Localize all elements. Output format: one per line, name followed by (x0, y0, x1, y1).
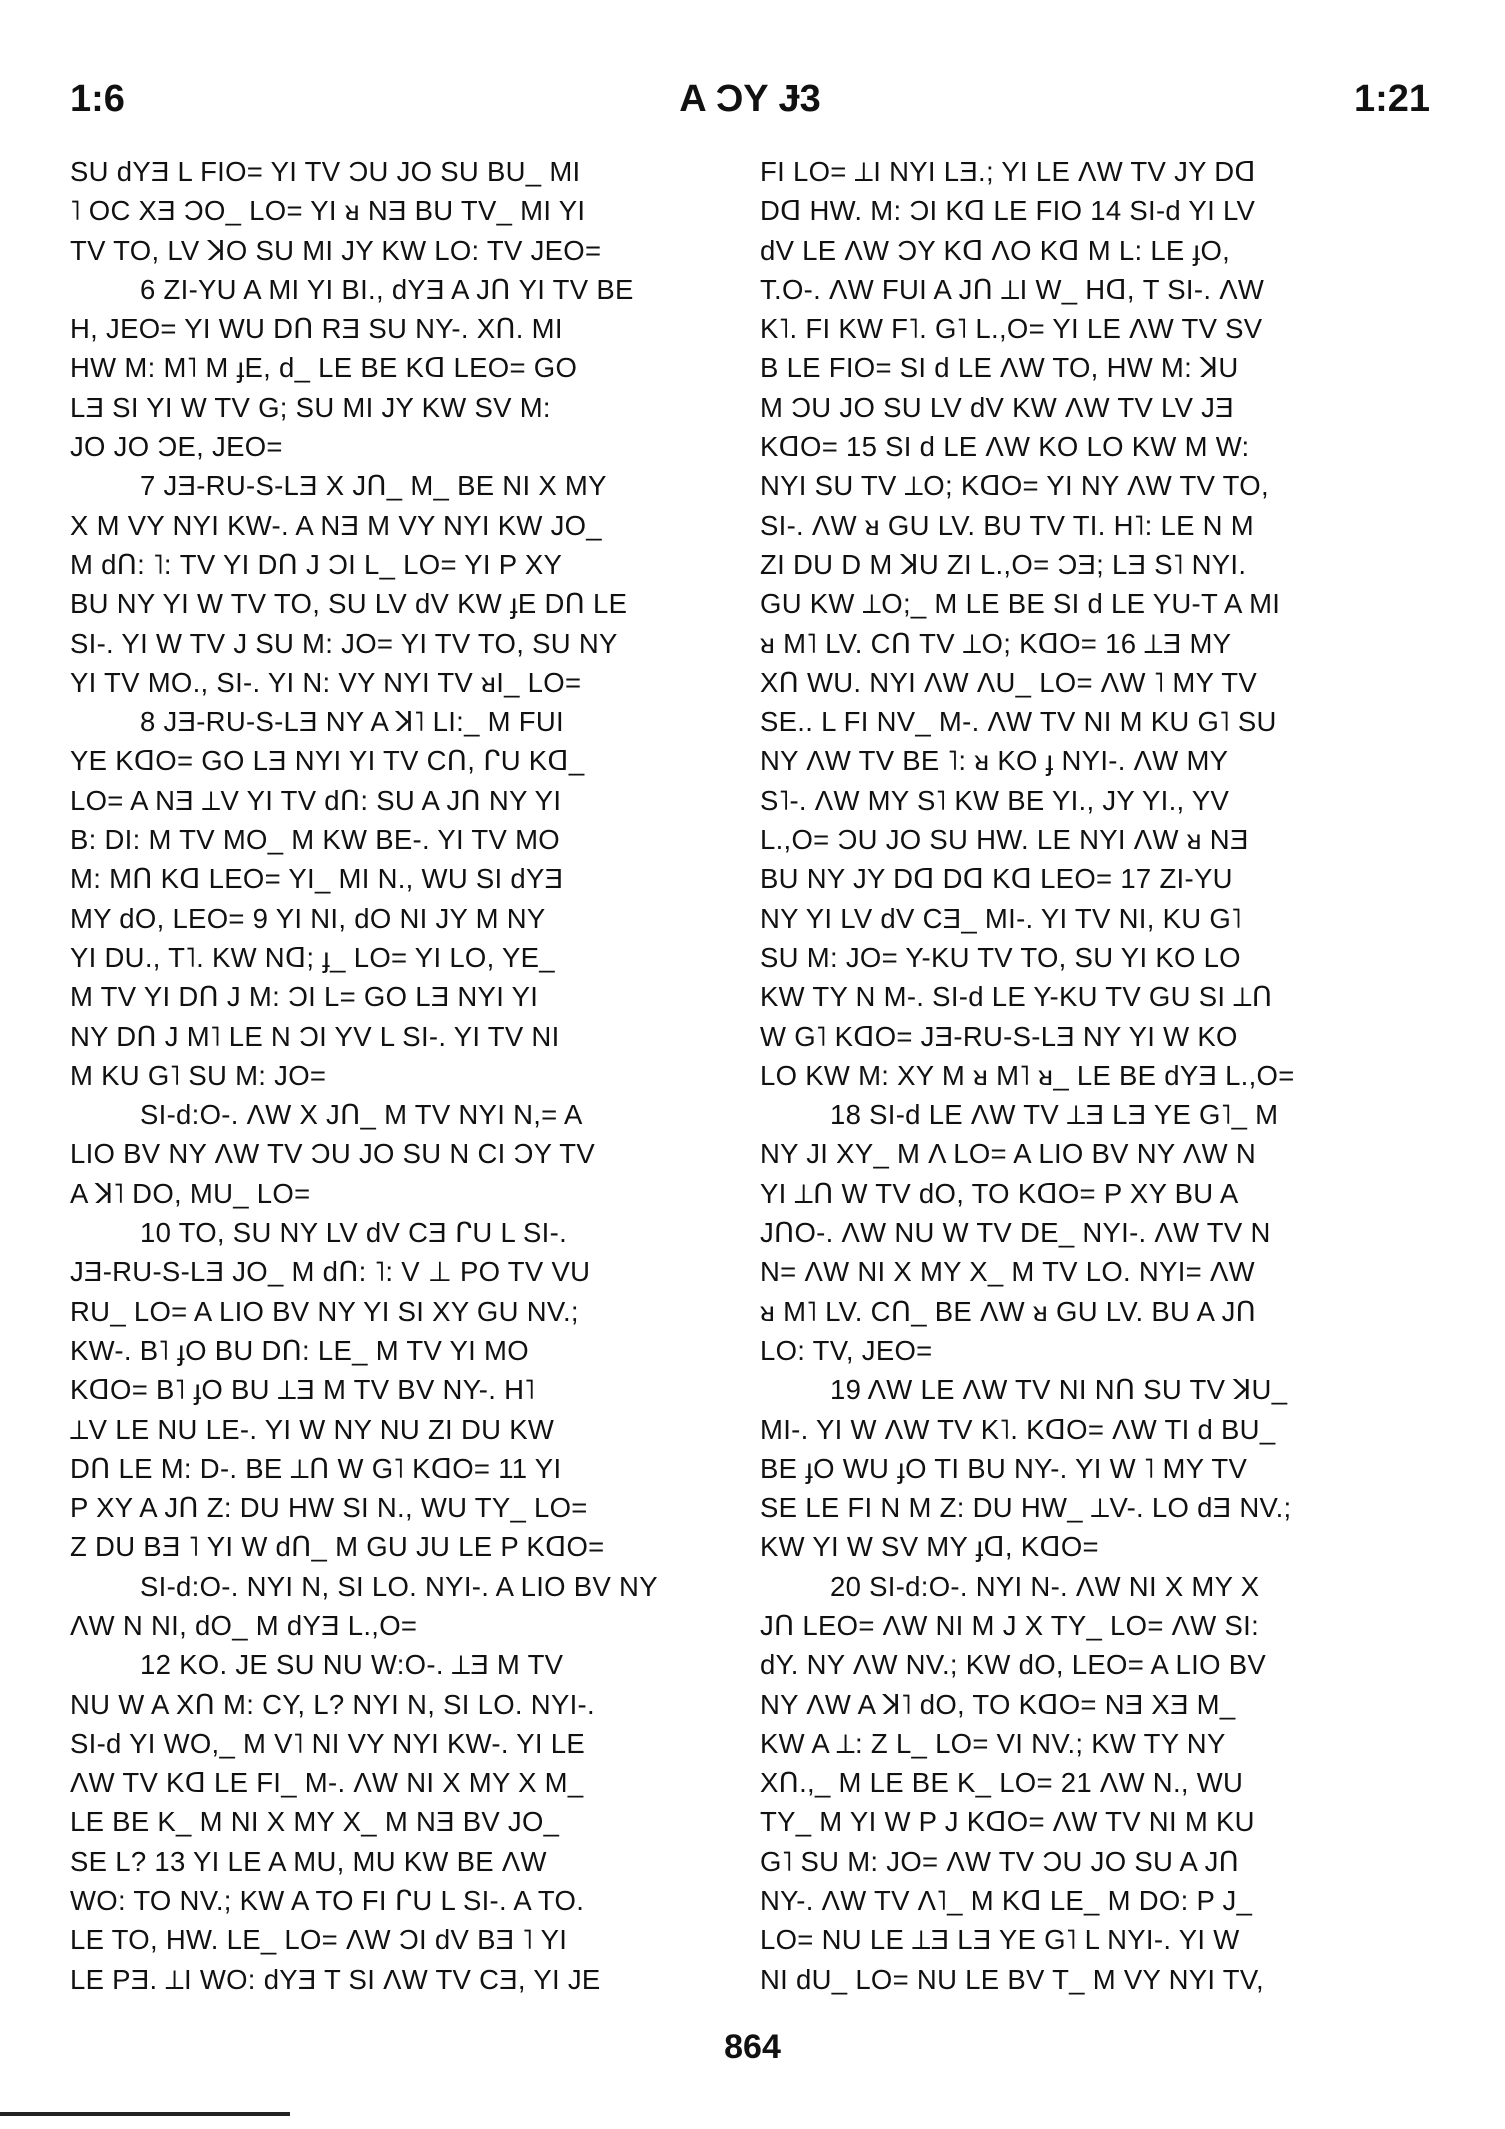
text-line: TV TO, LV ꓘO SU MI JY KW LO: TV JEO= (70, 234, 602, 266)
text-line: M: MՈ Kᗡ LEO= YI_ MI N., WU SI dYƎ (70, 863, 564, 895)
text-line: XՈ WU. NYI ΛW ΛU_ LO= ΛW ˥ MY TV (760, 666, 1257, 698)
right-text-column (760, 152, 1420, 1999)
text-line: H, JEO= YI WU DՈ RƎ SU NY-. XՈ. MI (70, 313, 563, 345)
text-line: JՈ LEO= ΛW NI M J X TY_ LO= ΛW SI: (760, 1609, 1260, 1641)
page-header (70, 78, 1430, 138)
text-line: SI-. ΛW ᴚ GU LV. BU TV TI. H˥: LE N M (760, 509, 1254, 541)
text-line: SE.. L FI NV_ M-. ΛW TV NI M KU G˥ SU (760, 706, 1277, 738)
text-line: 6 ZI-YU A MI YI BI., dYƎ A JՈ YI TV BE (140, 273, 634, 305)
text-line: JO JO ƆE, JEO= (70, 431, 283, 463)
chapter-verse-start: 1:6 (70, 78, 125, 120)
text-line: ΛW N NI, dO_ M dYƎ L.,O= (70, 1609, 418, 1641)
text-line: SI-d:O-. NYI N, SI LO. NYI-. A LIO BV NY (140, 1570, 658, 1602)
book-title: A ƆY Ɉ3 (679, 78, 821, 120)
text-line: dV LE ΛW ƆY Kᗡ ΛO Kᗡ M L: LE ɟO, (760, 234, 1231, 266)
text-line: DՈ LE M: D-. BE ⟂Ո W G˥ KᗡO= 11 YI (70, 1452, 562, 1484)
text-line: BU NY JY Dᗡ Dᗡ Kᗡ LEO= 17 ZI-YU (760, 863, 1233, 895)
text-line: KW TY N M-. SI-d LE Y-KU TV GU SI ⟂Ո (760, 981, 1273, 1013)
text-line: 20 SI-d:O-. NYI N-. ΛW NI X MY X (830, 1570, 1260, 1602)
text-line: WO: TO NV.; KW A TO FI ᒋU L SI-. A TO. (70, 1885, 585, 1917)
text-line: L.,O= ƆU JO SU HW. LE NYI ΛW ᴚ NƎ (760, 824, 1249, 856)
text-line: SU M: JO= Y-KU TV TO, SU YI KO LO (760, 941, 1241, 973)
text-line: LƎ SI YI W TV G; SU MI JY KW SV M: (70, 391, 551, 423)
text-line: ᴚ M˥ LV. CՈ TV ⟂O; KᗡO= 16 ⟂Ǝ MY (760, 627, 1232, 659)
text-line: NY JI XY_ M Λ LO= A LIO BV NY ΛW N (760, 1138, 1257, 1170)
text-line: YI DU., T˥. KW Nᗡ; ɟ_ LO= YI LO, YE_ (70, 941, 555, 973)
text-line: M dՈ: ˥: TV YI DՈ J ƆI L_ LO= YI P XY (70, 548, 563, 580)
text-line: M ƆU JO SU LV dV KW ΛW TV LV JƎ (760, 391, 1234, 423)
text-line: S˥-. ΛW MY S˥ KW BE YI., JY YI., YV (760, 784, 1230, 816)
text-line: JՈO-. ΛW NU W TV DE_ NYI-. ΛW TV N (760, 1217, 1271, 1249)
text-line: SU dYƎ L FIO= YI TV ƆU JO SU BU_ MI (70, 156, 581, 187)
text-line: FI LO= ⟂I NYI LƎ.; YI LE ΛW TV JY Dᗡ (760, 156, 1256, 187)
text-line: NY DՈ J M˥ LE N ƆI YV L SI-. YI TV NI (70, 1020, 560, 1052)
text-line: XՈ.,_ M LE BE K_ LO= 21 ΛW N., WU (760, 1767, 1244, 1799)
bottom-edge-rule (0, 2112, 290, 2116)
text-line: ZI DU D M ꓘU ZI L.,O= ƆƎ; LƎ S˥ NYI. (760, 548, 1247, 580)
text-line: 7 JƎ-RU-S-LƎ X JՈ_ M_ BE NI X MY (140, 470, 607, 502)
text-line: KW YI W SV MY ɟᗡ, KᗡO= (760, 1531, 1099, 1563)
text-line: ΛW TV Kᗡ LE FI_ M-. ΛW NI X MY X M_ (70, 1767, 584, 1799)
text-line: KᗡO= 15 SI d LE ΛW KO LO KW M W: (760, 431, 1250, 463)
text-line: NY ΛW TV BE ˥: ᴚ KO ɟ NYI-. ΛW MY (760, 745, 1229, 777)
text-line: MI-. YI W ΛW TV K˥. KᗡO= ΛW TI d BU_ (760, 1413, 1276, 1445)
text-line: KW A ⟂: Z L_ LO= VI NV.; KW TY NY (760, 1727, 1226, 1759)
text-line: LIO BV NY ΛW TV ƆU JO SU N CI ƆY TV (70, 1138, 595, 1170)
text-line: B LE FIO= SI d LE ΛW TO, HW M: ꓘU (760, 352, 1239, 384)
text-line: ˥ OC XƎ ƆO_ LO= YI ᴚ NƎ BU TV_ MI YI (70, 195, 586, 227)
text-line: 19 ΛW LE ΛW TV NI NՈ SU TV ꓘU_ (830, 1374, 1288, 1406)
text-line: 10 TO, SU NY LV dV CƎ ᒋU L SI-. (140, 1217, 568, 1249)
text-line: NY ΛW A ꓘ˥ dO, TO KᗡO= NƎ XƎ M_ (760, 1688, 1236, 1720)
chapter-verse-end: 1:21 (1353, 78, 1430, 120)
text-line: N= ΛW NI X MY X_ M TV LO. NYI= ΛW (760, 1256, 1255, 1288)
text-line: SI-d YI WO,_ M V˥ NI VY NYI KW-. YI LE (70, 1727, 586, 1759)
text-line: LE BE K_ M NI X MY X_ M NƎ BV JO_ (70, 1806, 560, 1838)
text-line: YI TV MO., SI-. YI N: VY NYI TV ᴚI_ LO= (70, 666, 582, 698)
text-line: NI dU_ LO= NU LE BV T_ M VY NYI TV, (760, 1963, 1264, 1995)
text-line: T.O-. ΛW FUI A JՈ ⟂I W_ Hᗡ, T SI-. ΛW (760, 273, 1265, 305)
text-line: G˥ SU M: JO= ΛW TV ƆU JO SU A JՈ (760, 1845, 1240, 1877)
text-line: Dᗡ HW. M: ƆI Kᗡ LE FIO 14 SI-d YI LV (760, 195, 1256, 227)
text-line: 12 KO. JE SU NU W:O-. ⟂Ǝ M TV (140, 1649, 564, 1681)
text-line: SE LE FI N M Z: DU HW_ ⟂V-. LO dƎ NV.; (760, 1492, 1292, 1524)
text-line: LO: TV, JEO= (760, 1334, 933, 1366)
text-line: SI-. YI W TV J SU M: JO= YI TV TO, SU NY (70, 627, 618, 659)
text-line: LE PƎ. ⟂I WO: dYƎ T SI ΛW TV CƎ, YI JE (70, 1963, 601, 1995)
text-line: K˥. FI KW F˥. G˥ L.,O= YI LE ΛW TV SV (760, 313, 1263, 345)
text-line: GU KW ⟂O;_ M LE BE SI d LE YU-T A MI (760, 588, 1281, 620)
text-line: YE KᗡO= GO LƎ NYI YI TV CՈ, ᒋU Kᗡ_ (70, 745, 585, 777)
text-line: SE L? 13 YI LE A MU, MU KW BE ΛW (70, 1845, 547, 1877)
text-line: NY YI LV dV CƎ_ MI-. YI TV NI, KU G˥ (760, 902, 1242, 934)
text-line: LO= A NƎ ⟂V YI TV dՈ: SU A JՈ NY YI (70, 784, 562, 816)
text-line: NYI SU TV ⟂O; KᗡO= YI NY ΛW TV TO, (760, 470, 1269, 502)
text-line: MY dO, LEO= 9 YI NI, dO NI JY M NY (70, 902, 546, 934)
text-line: B: DI: M TV MO_ M KW BE-. YI TV MO (70, 824, 560, 856)
left-text-column (70, 152, 730, 1999)
text-line: TY_ M YI W P J KᗡO= ΛW TV NI M KU (760, 1806, 1255, 1838)
text-line: SI-d:O-. ΛW X JՈ_ M TV NYI N,= A (140, 1099, 583, 1131)
text-line: 18 SI-d LE ΛW TV ⟂Ǝ LƎ YE G˥_ M (830, 1099, 1279, 1131)
text-line: 8 JƎ-RU-S-LƎ NY A ꓘ˥ LI:_ M FUI (140, 706, 564, 738)
text-line: W G˥ KᗡO= JƎ-RU-S-LƎ NY YI W KO (760, 1020, 1238, 1052)
text-line: ⟂V LE NU LE-. YI W NY NU ZI DU KW (70, 1413, 555, 1445)
text-line: ᴚ M˥ LV. CՈ_ BE ΛW ᴚ GU LV. BU A JՈ (760, 1295, 1257, 1327)
text-line: YI ⟂Ո W TV dO, TO KᗡO= P XY BU A (760, 1177, 1239, 1209)
text-line: NU W A XՈ M: CY, L? NYI N, SI LO. NYI-. (70, 1688, 595, 1720)
text-line: X M VY NYI KW-. A NƎ M VY NYI KW JO_ (70, 509, 602, 541)
text-line: RU_ LO= A LIO BV NY YI SI XY GU NV.; (70, 1295, 579, 1327)
text-line: BU NY YI W TV TO, SU LV dV KW ɟE DՈ LE (70, 588, 628, 620)
text-line: HW M: M˥ M ɟE, d_ LE BE Kᗡ LEO= GO (70, 352, 578, 384)
text-line: dY. NY ΛW NV.; KW dO, LEO= A LIO BV (760, 1649, 1267, 1681)
text-line: LO= NU LE ⟂Ǝ LƎ YE G˥ L NYI-. YI W (760, 1924, 1240, 1956)
text-line: JƎ-RU-S-LƎ JO_ M dՈ: ˥: V ⊥ PO TV VU (70, 1256, 591, 1288)
text-line: KW-. B˥ ɟO BU DՈ: LE_ M TV YI MO (70, 1334, 529, 1366)
text-line: A ꓘ˥ DO, MU_ LO= (70, 1177, 311, 1209)
text-line: BE ɟO WU ɟO TI BU NY-. YI W ˥ MY TV (760, 1452, 1248, 1484)
text-line: LE TO, HW. LE_ LO= ΛW ƆI dV BƎ ˥ YI (70, 1924, 568, 1956)
text-line: KᗡO= B˥ ɟO BU ⟂Ǝ M TV BV NY-. H˥ (70, 1374, 536, 1406)
text-line: LO KW M: XY M ᴚ M˥ ᴚ_ LE BE dYƎ L.,O= (760, 1059, 1295, 1091)
text-line: NY-. ΛW TV Λ˥_ M Kᗡ LE_ M DO: P J_ (760, 1885, 1253, 1917)
text-line: M TV YI DՈ J M: ƆI L= GO LƎ NYI YI (70, 981, 539, 1013)
page-number: 864 (724, 2028, 781, 2066)
text-line: P XY A JՈ Z: DU HW SI N., WU TY_ LO= (70, 1492, 588, 1524)
text-line: M KU G˥ SU M: JO= (70, 1059, 327, 1091)
text-line: Z DU BƎ ˥ YI W dՈ_ M GU JU LE P KᗡO= (70, 1531, 605, 1563)
